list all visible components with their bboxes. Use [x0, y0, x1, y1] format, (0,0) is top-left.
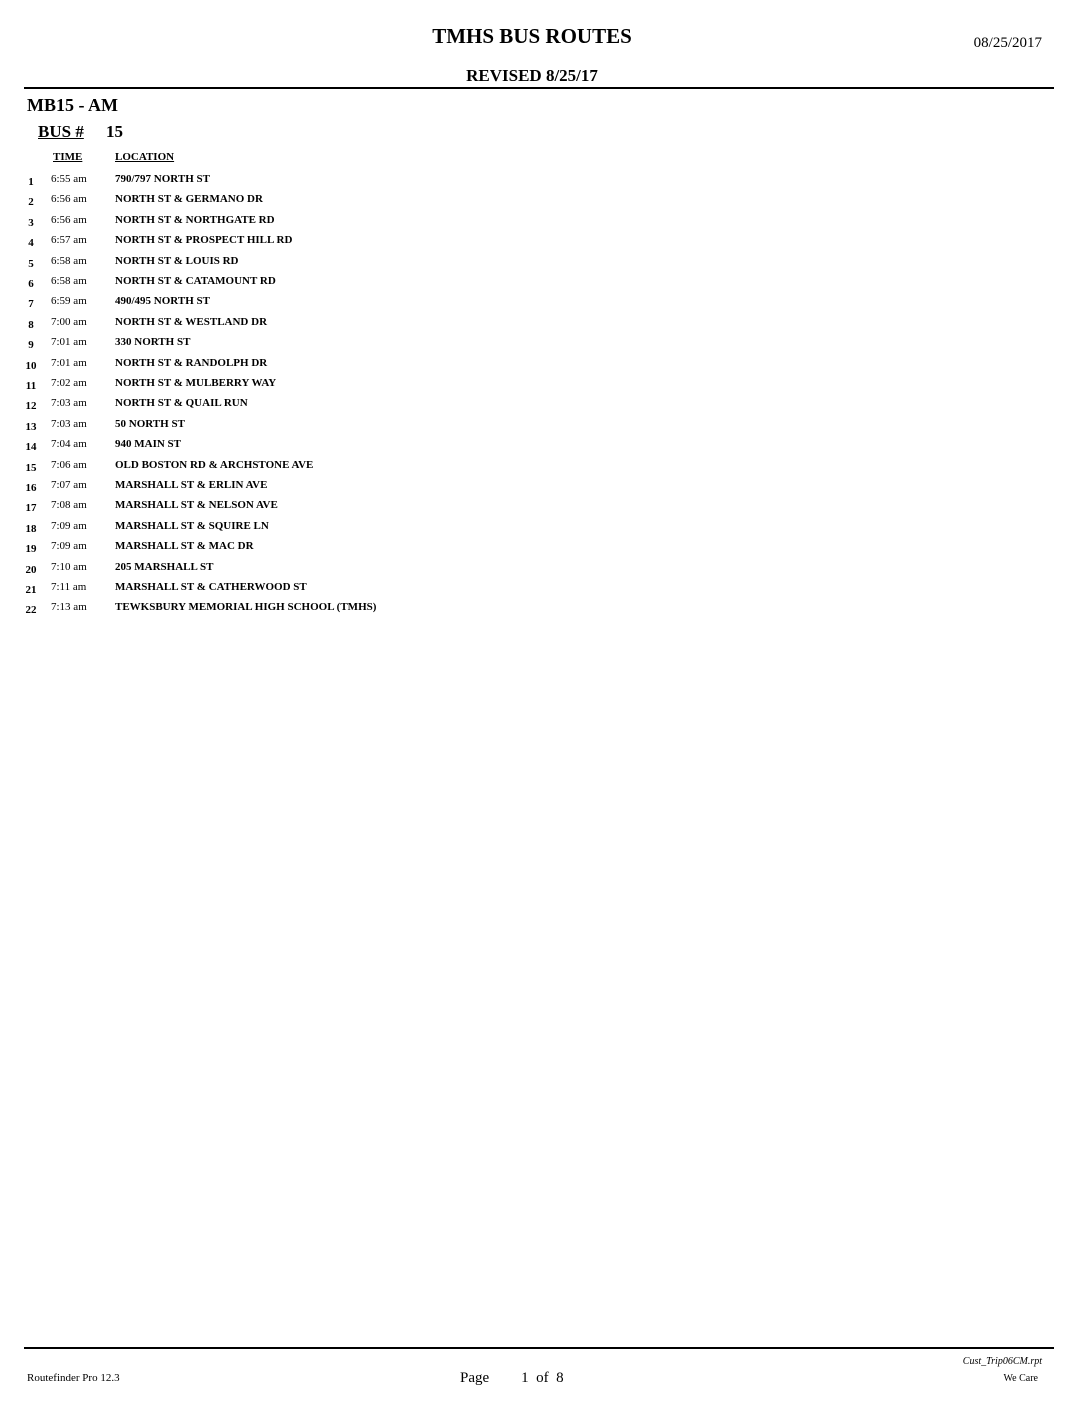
- stop-location: OLD BOSTON RD & ARCHSTONE AVE: [115, 458, 314, 471]
- stop-number: 20: [25, 563, 37, 576]
- list-item: [0, 275, 600, 295]
- route-name: MB15 - AM: [27, 95, 118, 115]
- stop-location: MARSHALL ST & NELSON AVE: [115, 499, 278, 512]
- stop-time: 7:03 am: [51, 397, 87, 410]
- stop-number: 12: [25, 400, 37, 413]
- stop-time: 7:01 am: [51, 336, 87, 349]
- stop-time: 6:59 am: [51, 295, 87, 308]
- list-item: [0, 438, 600, 458]
- page-label: Page: [460, 1370, 490, 1386]
- stop-location: NORTH ST & QUAIL RUN: [115, 397, 248, 410]
- stop-number: 19: [25, 543, 37, 556]
- page-title: TMHS BUS ROUTES: [432, 24, 632, 48]
- stop-time: 7:13 am: [51, 601, 87, 614]
- stop-location: 330 NORTH ST: [115, 336, 191, 349]
- list-item: [0, 214, 600, 234]
- report-file-name: Cust_Trip06CM.rpt: [962, 1356, 1042, 1367]
- stop-number: 4: [28, 237, 34, 250]
- stop-location: 205 MARSHALL ST: [115, 560, 214, 573]
- list-item: [0, 397, 600, 417]
- bus-number: 15: [106, 122, 123, 141]
- list-item: [0, 540, 600, 560]
- stop-location: MARSHALL ST & SQUIRE LN: [115, 519, 269, 532]
- stop-time: 6:55 am: [51, 173, 87, 185]
- revised-subtitle: REVISED 8/25/17: [466, 66, 598, 85]
- page-total: 8: [556, 1370, 564, 1386]
- stop-time: 7:07 am: [51, 479, 87, 491]
- stop-number: 7: [28, 298, 34, 311]
- stop-number: 6: [28, 278, 34, 290]
- stop-location: NORTH ST & GERMANO DR: [115, 193, 263, 206]
- stop-number: 11: [25, 380, 37, 392]
- list-item: [0, 520, 600, 540]
- of-label: of: [536, 1370, 549, 1386]
- header-divider: [24, 87, 1054, 89]
- footer-tagline: We Care: [1003, 1373, 1038, 1384]
- list-item: [0, 499, 600, 519]
- list-item: [0, 601, 600, 621]
- stop-time: 6:58 am: [51, 254, 87, 267]
- stop-location: MARSHALL ST & CATHERWOOD ST: [115, 581, 307, 593]
- stop-time: 6:58 am: [51, 275, 87, 287]
- list-item: [0, 561, 600, 581]
- stop-location: 790/797 NORTH ST: [115, 173, 210, 185]
- list-item: [0, 357, 600, 377]
- stop-number: 16: [25, 482, 37, 494]
- stop-time: 7:02 am: [51, 377, 87, 389]
- stop-location: NORTH ST & NORTHGATE RD: [115, 213, 275, 226]
- stop-time: 7:00 am: [51, 315, 87, 328]
- stop-time: 7:09 am: [51, 540, 87, 553]
- stop-location: NORTH ST & CATAMOUNT RD: [115, 275, 276, 287]
- stop-number: 22: [25, 604, 37, 617]
- stop-number: 9: [28, 339, 34, 352]
- stop-location: NORTH ST & RANDOLPH DR: [115, 356, 268, 369]
- stop-time: 7:09 am: [51, 519, 87, 532]
- list-item: [0, 479, 600, 499]
- stop-time: 6:57 am: [51, 234, 87, 247]
- stop-location: MARSHALL ST & MAC DR: [115, 540, 254, 553]
- stop-time: 7:06 am: [51, 458, 87, 471]
- stop-time: 6:56 am: [51, 213, 87, 226]
- stop-number: 17: [25, 502, 37, 515]
- stop-number: 3: [28, 216, 34, 229]
- stop-number: 15: [25, 461, 37, 474]
- page-indicator: [460, 1370, 564, 1387]
- list-item: [0, 581, 600, 601]
- page-current: 1: [521, 1370, 529, 1386]
- stop-number: 8: [28, 318, 34, 331]
- report-date: 08/25/2017: [973, 35, 1042, 51]
- stop-number: 10: [25, 359, 37, 372]
- stop-location: TEWKSBURY MEMORIAL HIGH SCHOOL (TMHS): [115, 601, 377, 614]
- software-name: Routefinder Pro 12.3: [27, 1372, 120, 1384]
- list-item: [0, 336, 600, 356]
- column-header-time: TIME: [53, 151, 83, 163]
- stop-location: 940 MAIN ST: [115, 438, 182, 451]
- stop-location: 490/495 NORTH ST: [115, 295, 210, 308]
- list-item: [0, 459, 600, 479]
- stop-time: 7:03 am: [51, 417, 87, 430]
- stop-location: NORTH ST & WESTLAND DR: [115, 315, 268, 328]
- list-item: [0, 234, 600, 254]
- stop-time: 7:01 am: [51, 356, 87, 369]
- stop-location: NORTH ST & PROSPECT HILL RD: [115, 234, 293, 247]
- stop-number: 13: [25, 420, 37, 433]
- list-item: [0, 295, 600, 315]
- list-item: [0, 193, 600, 213]
- stop-number: 14: [25, 441, 37, 454]
- stop-time: 7:10 am: [51, 560, 87, 573]
- list-item: [0, 418, 600, 438]
- stop-number: 21: [25, 584, 37, 596]
- stop-number: 5: [28, 257, 34, 270]
- stop-number: 18: [25, 522, 37, 535]
- stop-time: 6:56 am: [51, 193, 87, 206]
- stop-location: NORTH ST & LOUIS RD: [115, 254, 239, 267]
- column-header-location: LOCATION: [115, 151, 175, 163]
- list-item: [0, 316, 600, 336]
- footer-divider: [24, 1347, 1054, 1349]
- bus-label: BUS #: [38, 122, 84, 141]
- list-item: [0, 255, 600, 275]
- stop-time: 7:04 am: [51, 438, 87, 451]
- stop-location: NORTH ST & MULBERRY WAY: [115, 377, 277, 389]
- stop-number: 1: [28, 176, 34, 188]
- stop-location: MARSHALL ST & ERLIN AVE: [115, 479, 268, 491]
- stop-number: 2: [28, 196, 34, 209]
- stop-time: 7:08 am: [51, 499, 87, 512]
- stop-time: 7:11 am: [51, 581, 87, 593]
- list-item: [0, 173, 600, 193]
- stop-location: 50 NORTH ST: [115, 417, 185, 430]
- list-item: [0, 377, 600, 397]
